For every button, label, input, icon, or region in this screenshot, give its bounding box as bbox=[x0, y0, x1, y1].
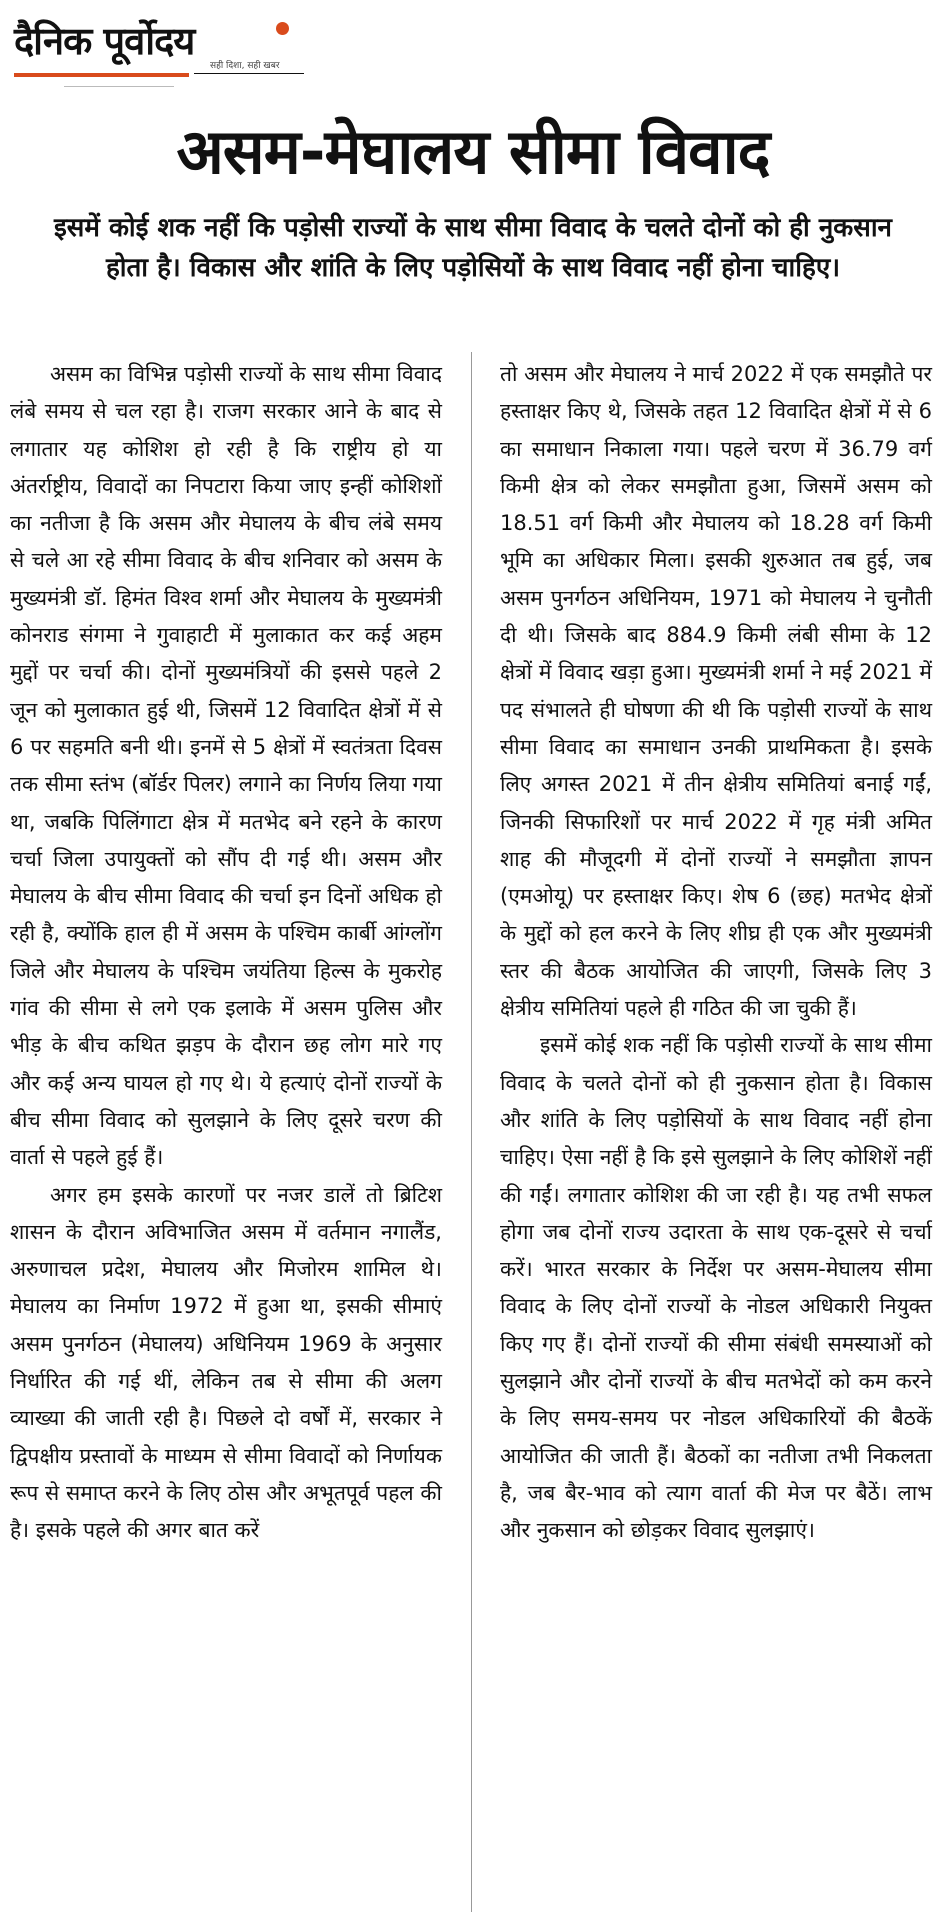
article-headline: असम-मेघालय सीमा विवाद bbox=[176, 115, 770, 188]
newspaper-logo: दैनिक पूर्वोदय bbox=[14, 19, 195, 63]
article-paragraph: तो असम और मेघालय ने मार्च 2022 में एक समझौते पर हस्ताक्षर किए थे, जिसके तहत 12 विवादित क्षेत्रों में से 6 का समाधान निकाला गया। पहले चरण में 36.79 वर्ग किमी क्षेत्र को लेकर समझौता हुआ, जिसमें असम को 18.51 वर्ग किमी और मेघालय को 18.28 वर्ग किमी भूमि का अधिकार मिला। इसकी शुरुआत तब हुई, जब असम पुनर्गठन अधिनियम, 1971 को मेघालय ने चुनौती दी थी। जिसके बाद 884.9 किमी लंबी सीमा के 12 क्षेत्रों में विवाद खड़ा हुआ। मुख्यमंत्री शर्मा ने मई 2021 में पद संभालते ही घोषणा की थी कि पड़ोसी राज्यों के साथ सीमा विवाद का समाधान उनकी प्राथमिकता है। इसके लिए अगस्त 2021 में तीन क्षेत्रीय समितियां बनाई गईं, जिनकी सिफारिशों पर मार्च 2022 में गृह मंत्री अमित शाह की मौजूदगी में दोनों राज्यों ने समझौता ज्ञापन (एमओयू) पर हस्ताक्षर किए। शेष 6 (छह) मतभेद क्षेत्रों के मुद्दों को हल करने के लिए शीघ्र ही एक और मुख्यमंत्री स्तर की बैठक आयोजित की जाएगी, जिसके लिए 3 क्षेत्रीय समितियां पहले ही गठित की जा चुकी हैं। bbox=[500, 362, 932, 1021]
masthead-rule-thin bbox=[194, 73, 304, 74]
article-paragraph: अगर हम इसके कारणों पर नजर डालें तो ब्रिटिश शासन के दौरान अविभाजित असम में वर्तमान नगालैंड, अरुणाचल प्रदेश, मेघालय और मिजोरम शामिल थे। मेघालय का निर्माण 1972 में हुआ था, इसकी सीमाएं असम पुनर्गठन (मेघालय) अधिनियम 1969 के अनुसार निर्धारित की गई थीं, लेकिन तब से सीमा की अलग व्याख्या की जाती रही है। पिछले दो वर्षों में, सरकार ने द्विपक्षीय प्रस्तावों के माध्यम से सीमा विवादों को निर्णायक रूप से समाप्त करने के लिए ठोस और अभूतपूर्व पहल की है। इसके पहले की अगर बात करें bbox=[10, 1182, 442, 1543]
article-paragraph: असम का विभिन्न पड़ोसी राज्यों के साथ सीमा विवाद लंबे समय से चल रहा है। राजग सरकार आने के बाद से लगातार यह कोशिश हो रही है कि राष्ट्रीय हो या अंतर्राष्ट्रीय, विवादों का निपटारा किया जाए इन्हीं कोशिशों का नतीजा है कि असम और मेघालय के बीच लंबे समय से चले आ रहे सीमा विवाद के बीच शनिवार को असम के मुख्यमंत्री डॉ. हिमंत विश्व शर्मा और मेघालय के मुख्यमंत्री कोनराड संगमा ने गुवाहाटी में मुलाकात कर कई अहम मुद्दों पर चर्चा की। दोनों मुख्यमंत्रियों की इससे पहले 2 जून को मुलाकात हुई थी, जिसमें 12 विवादित क्षेत्रों में से 6 पर सहमति बनी थी। इनमें से 5 क्षेत्रों में स्वतंत्रता दिवस तक सीमा स्तंभ (बॉर्डर पिलर) लगाने का निर्णय लिया गया था, जबकि पिलिंगाटा क्षेत्र में मतभेद बने रहने के कारण चर्चा जिला उपायुक्तों को सौंप दी गई थी। असम और मेघालय के बीच सीमा विवाद की चर्चा इन दिनों अधिक हो रही है, क्योंकि हाल ही में असम के पश्चिम कार्बी आंग्लोंग जिले और मेघालय के पश्चिम जयंतिया हिल्स के मुकरोह गांव की सीमा से लगे एक इलाके में असम पुलिस और भीड़ के बीच कथित झड़प के दौरान छह लोग मारे गए और कई अन्य घायल हो गए थे। ये हत्याएं दोनों राज्यों के बीच सीमा विवाद को सुलझाने के लिए दूसरे चरण की वार्ता से पहले हुई हैं। bbox=[10, 362, 442, 1170]
column-divider bbox=[471, 352, 472, 1912]
article-paragraph: इसमें कोई शक नहीं कि पड़ोसी राज्यों के साथ सीमा विवाद के चलते दोनों को ही नुकसान होता है। विकास और शांति के लिए पड़ोसियों के साथ विवाद नहीं होना चाहिए। ऐसा नहीं है कि इसे सुलझाने के लिए कोशिशें नहीं की गईं। लगातार कोशिश की जा रही है। यह तभी सफल होगा जब दोनों राज्य उदारता के साथ एक-दूसरे से चर्चा करें। भारत सरकार के निर्देश पर असम-मेघालय सीमा विवाद के लिए दोनों राज्यों के नोडल अधिकारी नियुक्त किए गए हैं। दोनों राज्यों की सीमा संबंधी समस्याओं को सुलझाने और दोनों राज्यों के बीच मतभेदों को कम करने के लिए समय-समय पर नोडल अधिकारियों की बैठकें आयोजित की जाती हैं। बैठकों का नतीजा तभी निकलता है, जब बैर-भाव को त्याग वार्ता की मेज पर बैठें। लाभ और नुकसान को छोड़कर विवाद सुलझाएं। bbox=[500, 1033, 932, 1543]
article-column-right bbox=[500, 356, 932, 1550]
article-column-left bbox=[10, 356, 442, 1550]
article-deck: इसमें कोई शक नहीं कि पड़ोसी राज्यों के साथ सीमा विवाद के चलते दोनों को ही नुकसान होता है। विकास और शांति के लिए पड़ोसियों के साथ विवाद नहीं होना चाहिए। bbox=[54, 213, 892, 283]
masthead bbox=[14, 10, 304, 80]
masthead-rule bbox=[14, 73, 189, 77]
logo-dot-icon bbox=[276, 22, 289, 35]
masthead-tagline: सही दिशा, सही खबर bbox=[210, 61, 280, 71]
masthead-divider bbox=[64, 86, 174, 87]
